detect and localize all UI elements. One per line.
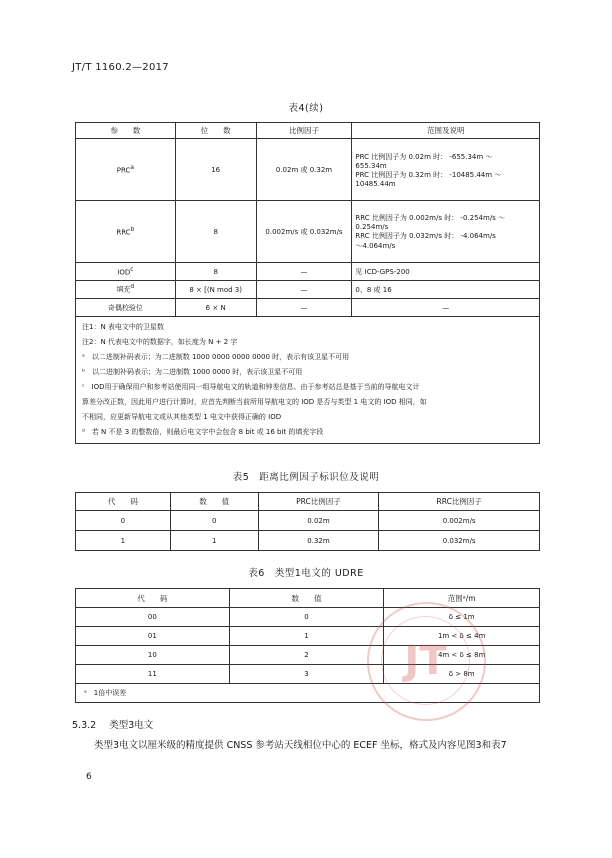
bits-cell: 8 × [(N mod 3) [175,281,256,299]
table4-header-param: 参 数 [76,123,176,139]
code-cell: 10 [76,646,230,665]
range-cell: δ ≤ 1m [384,608,540,627]
table5-header-rrc: RRC比例因子 [379,493,540,511]
page-number: 6 [86,772,92,782]
param-name: RRC [116,228,131,237]
jt-stamp-watermark [367,602,486,721]
bits-cell: 8 [175,263,256,281]
desc-cell: 见 ICD-GPS-200 [352,263,540,281]
scale-cell: — [256,263,352,281]
code-cell: 01 [76,627,230,646]
desc-line: PRC 比例因子为 0.02m 时： -655.34m ～ [355,152,493,161]
table5-header-prc: PRC比例因子 [258,493,379,511]
footnote-marker: d [130,284,135,291]
code-cell: 00 [76,608,230,627]
scale-cell: 0.02m 或 0.32m [256,139,352,201]
prc-cell: 0.02m [258,511,379,531]
table-note: 注2：N 代表电文中的数据字，如长度为 N + 2 字 [82,338,238,346]
param-name: PRC [116,166,131,175]
range-cell: 4m < δ ≤ 8m [384,646,540,665]
desc-line: 0.254m/s [355,222,389,231]
table-note: ᶜ IOD用于确保用户和参考站使用同一组导航电文的轨道和钟差信息。由于参考站总是基于当前的导航电文计 [82,383,420,391]
stamp-logo-text: JT [404,637,447,684]
table-row [76,201,540,263]
rrc-cell: 0.032m/s [379,531,540,551]
param-name: 奇偶校验位 [107,303,143,312]
code-cell: 11 [76,665,230,684]
table4-header-desc: 范围及说明 [352,123,540,139]
table5-caption: 表5 距离比例因子标识位及说明 [232,472,380,483]
table6-header-range: 范围ᵃ/m [384,589,540,608]
param-cell [76,281,176,299]
table4-caption: 表4(续) [288,103,324,114]
table-note: ᵈ 若 N 不是 3 的整数倍，则最后电文字中会包含 8 bit 或 16 bit 的填充字段 [82,428,324,436]
param-cell [76,299,176,317]
table5-header-value: 数 值 [170,493,258,511]
desc-line: RRC 比例因子为 0.032m/s 时： -4.064m/s [355,231,496,240]
table-note: ᵃ 以二进制补码表示；为二进制数 1000 0000 0000 0000 时，表示有该卫星不可用 [82,353,350,361]
table-note: 注1：N 表电文中的卫星数 [82,323,164,331]
table-note: 不相同，应更新导航电文或从其他类型 1 电文中获得正确的 IOD [82,413,282,421]
table4-notes [76,317,540,444]
bits-cell: 16 [175,139,256,201]
value-cell: 0 [229,608,384,627]
table5 [75,492,540,551]
document-id-header: JT/T 1160.2—2017 [72,62,169,73]
desc-line: ～4.064m/s [355,241,396,250]
table5-header-row [76,493,540,511]
range-cell: 1m < δ ≤ 4m [384,627,540,646]
footnote-marker: a [130,164,134,171]
footnote-marker: b [130,226,135,233]
code-cell: 1 [76,531,171,551]
bits-cell: 6 × N [175,299,256,317]
table-row [76,531,540,551]
table-row [76,511,540,531]
desc-line: RRC 比例因子为 0.002m/s 时： -0.254m/s ～ [355,213,506,222]
table-row [76,139,540,201]
param-cell [76,139,176,201]
scale-cell: — [256,281,352,299]
value-cell: 2 [229,646,384,665]
param-cell [76,201,176,263]
value-cell: 1 [170,531,258,551]
range-cell: δ > 8m [384,665,540,684]
value-cell: 1 [229,627,384,646]
param-name: IOD [117,268,131,277]
table-row [76,281,540,299]
table4-header-scale: 比例因子 [256,123,352,139]
desc-cell: — [352,299,540,317]
scale-cell: — [256,299,352,317]
table5-header-code: 代 码 [76,493,171,511]
stamp-inner-ring [381,616,470,705]
table-row [76,263,540,281]
table4-notes-row [76,317,540,444]
table-row [76,299,540,317]
table-note: 算差分改正数，因此用户进行计算时，应首先判断当前所用导航电文的 IOD 是否与类型 1 电文的 IOD 相同，如 [82,398,427,406]
table-note: ᵇ 以二进制补码表示；为二进制数 1000 0000 时，表示该卫星不可用 [82,368,303,376]
prc-cell: 0.32m [258,531,379,551]
table6-note: ᵃ 1倍中误差 [76,684,540,703]
section-heading [72,717,153,731]
table4 [75,122,540,444]
desc-cell [352,139,540,201]
desc-cell [352,201,540,263]
desc-line: 655.34m [355,161,387,170]
table6-caption: 表6 类型1电文的 UDRE [248,568,364,579]
desc-line: PRC 比例因子为 0.32m 时： -10485.44m ～ [355,170,502,179]
table6-header-code: 代 码 [76,589,230,608]
scale-cell: 0.002m/s 或 0.032m/s [256,201,352,263]
bits-cell: 8 [175,201,256,263]
param-name: 填充 [116,285,131,294]
value-cell: 0 [170,511,258,531]
section-number: 5.3.2 [72,720,97,731]
footnote-marker: c [130,266,134,273]
desc-line: 10485.44m [355,179,396,188]
table4-header-bits: 位 数 [175,123,256,139]
section-title: 类型3电文 [109,720,154,731]
desc-cell: 0、8 或 16 [352,281,540,299]
value-cell: 3 [229,665,384,684]
param-cell [76,263,176,281]
code-cell: 0 [76,511,171,531]
table6-header-row [76,589,540,608]
body-paragraph: 类型3电文以厘米级的精度提供 CNSS 参考站天线相位中心的 ECEF 坐标，格式及内容见图3和表7 [94,740,507,751]
table6-header-value: 数 值 [229,589,384,608]
rrc-cell: 0.002m/s [379,511,540,531]
table4-header-row [76,123,540,139]
